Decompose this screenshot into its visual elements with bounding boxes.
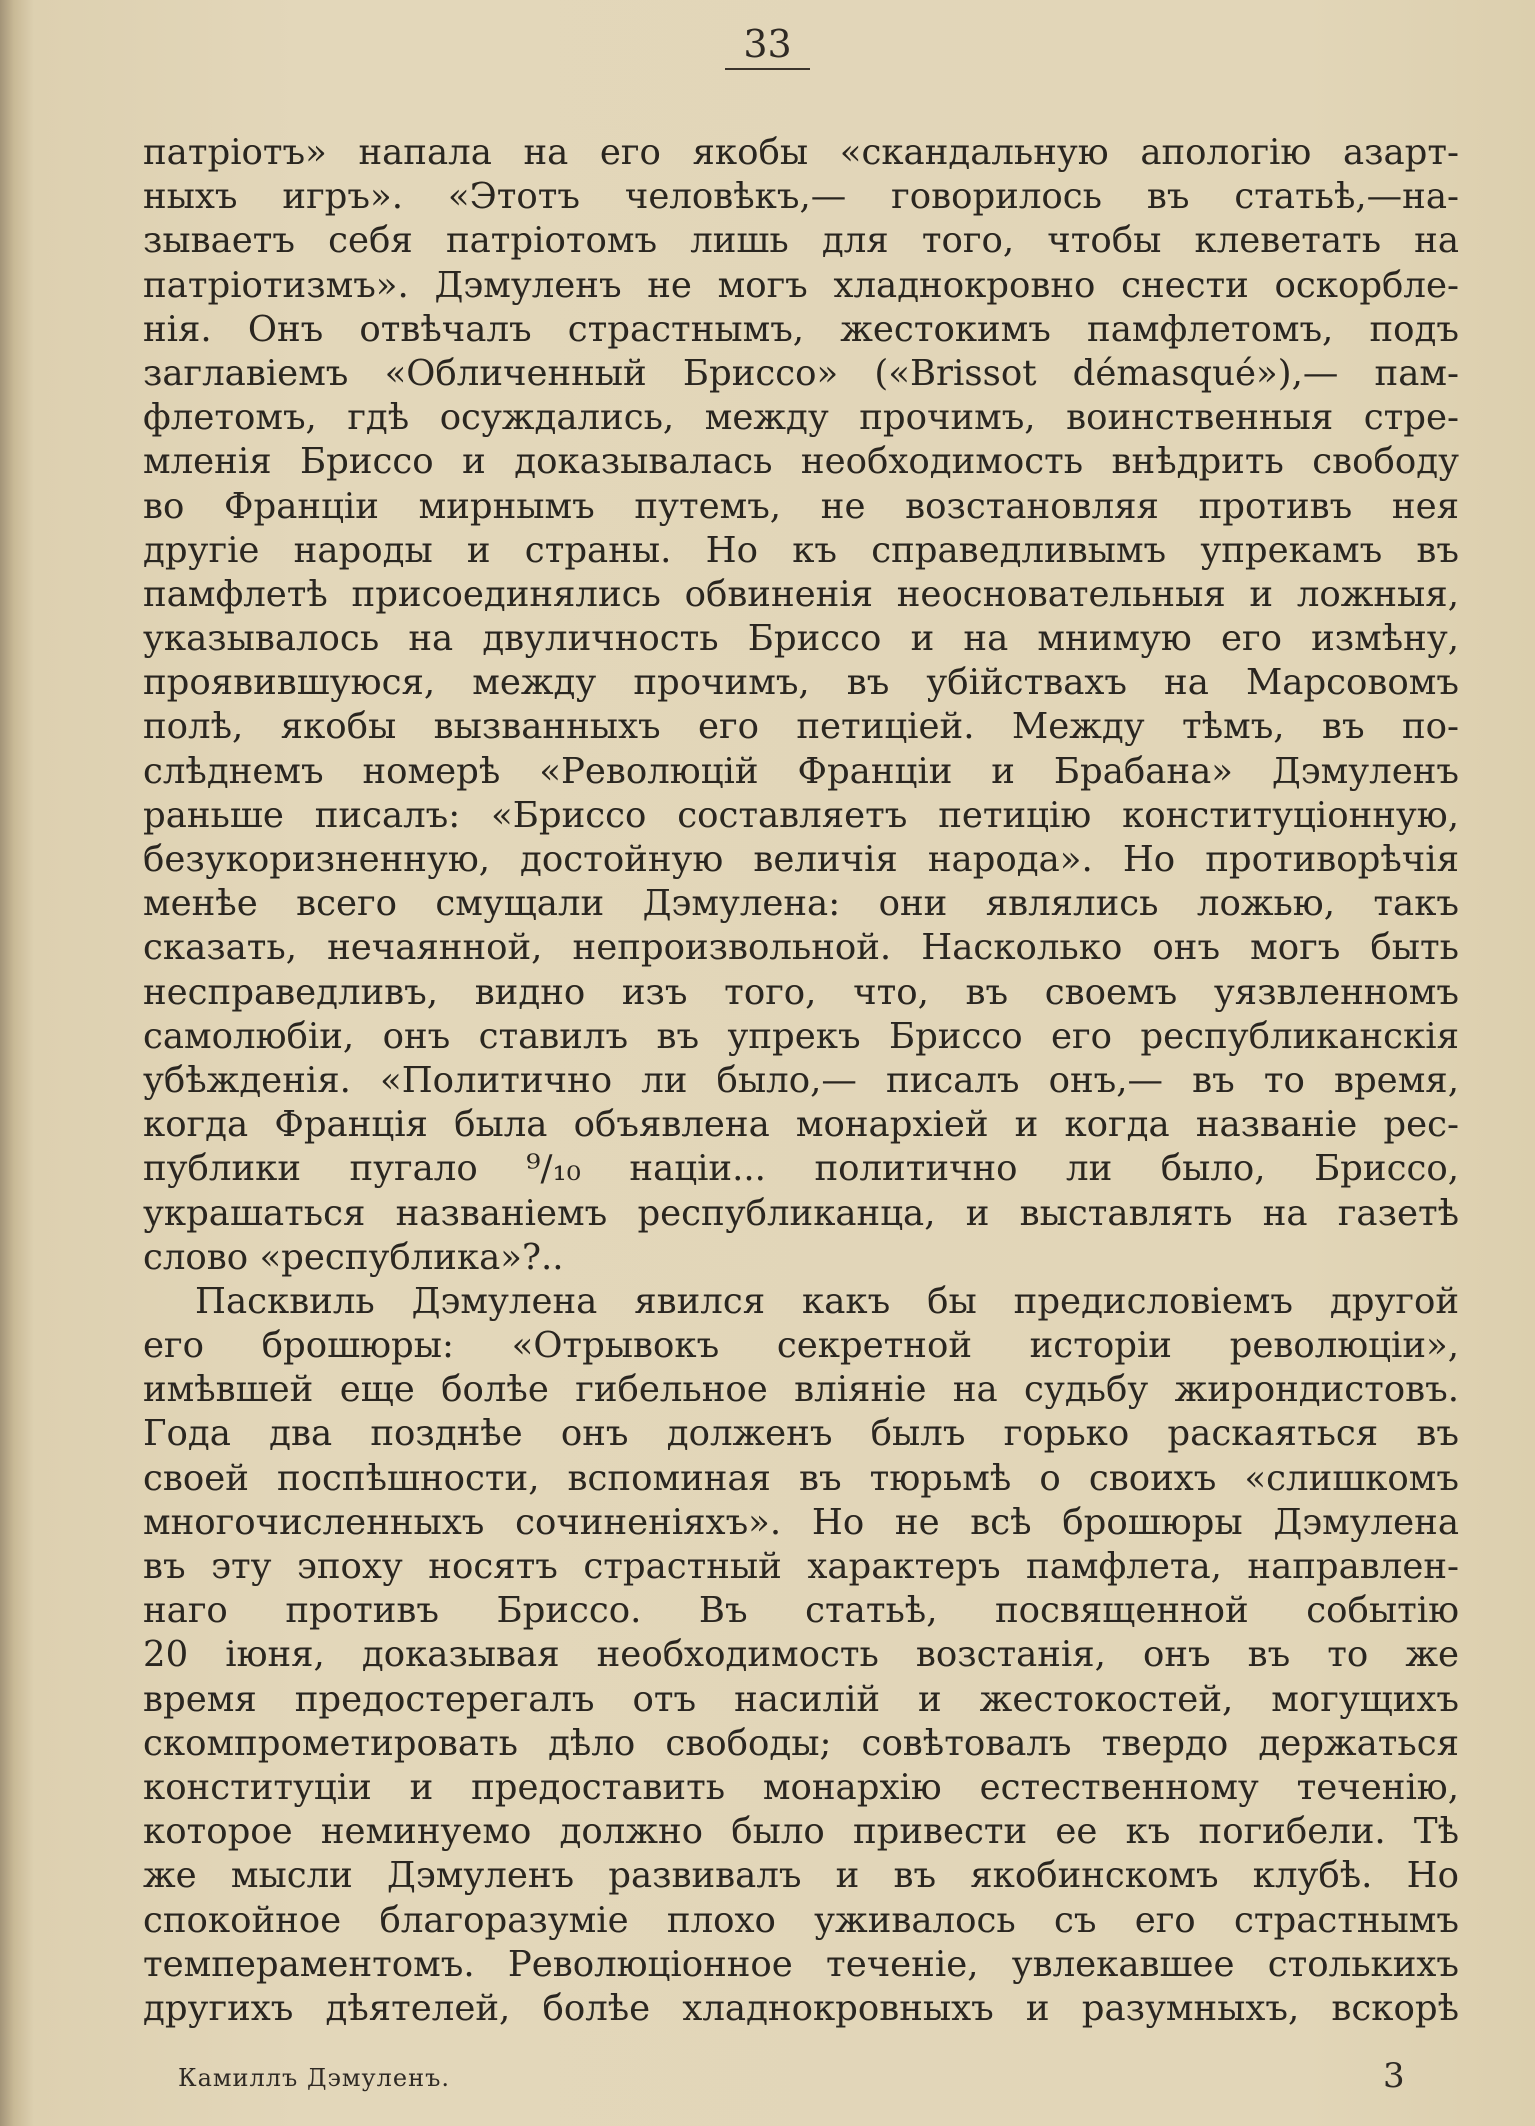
- text-line: Года два позднѣе онъ долженъ былъ горько раскаяться въ: [143, 1413, 1459, 1455]
- text-line: другихъ дѣятелей, болѣе хладнокровныхъ и разумныхъ, вскорѣ: [143, 1987, 1459, 2029]
- signature-number: 3: [1383, 2056, 1405, 2096]
- text-line: публики пугало ⁹/₁₀ націи... политично ли было, Бриссо,: [143, 1148, 1459, 1190]
- text-line: менѣе всего смущали Дэмулена: они являлись ложью, такъ: [143, 883, 1459, 925]
- text-line: патріотъ» напала на его якобы «скандальную апологію азарт-: [143, 132, 1459, 173]
- text-line: 20 іюня, доказывая необходимость возстанія, онъ въ то же: [143, 1634, 1459, 1676]
- text-line: украшаться названіемъ республиканца, и выставлять на газетѣ: [143, 1192, 1459, 1234]
- text-line: въ эту эпоху носятъ страстный характеръ памфлета, направлен-: [143, 1546, 1459, 1587]
- text-line: слѣднемъ номерѣ «Революцій Франціи и Брабана» Дэмуленъ: [143, 750, 1459, 792]
- text-line: безукоризненную, достойную величія народа». Но противорѣчія: [143, 839, 1459, 880]
- text-line: имѣвшей еще болѣе гибельное вліяніе на судьбу жирондистовъ.: [143, 1369, 1459, 1411]
- text-line: раньше писалъ: «Бриссо составляетъ петицію конституціонную,: [143, 794, 1459, 836]
- text-line: убѣжденія. «Политично ли было,— писалъ онъ,— въ то время,: [143, 1059, 1459, 1101]
- text-line: скомпрометировать дѣло свободы; совѣтовалъ твердо держаться: [143, 1722, 1459, 1764]
- text-line: указывалось на двуличность Бриссо и на мнимую его измѣну,: [143, 618, 1459, 660]
- text-line: конституціи и предоставить монархію естественному теченію,: [143, 1766, 1459, 1808]
- signature-footer: [178, 2056, 1478, 2096]
- text-line: патріотизмъ». Дэмуленъ не могъ хладнокровно снести оскорбле-: [143, 264, 1459, 306]
- text-line: время предостерегалъ отъ насилій и жестокостей, могущихъ: [143, 1678, 1459, 1720]
- text-line: проявившуюся, между прочимъ, въ убійствахъ на Марсовомъ: [143, 662, 1459, 704]
- text-line: своей поспѣшности, вспоминая въ тюрьмѣ о своихъ «слишкомъ: [143, 1457, 1459, 1499]
- text-line: другіе народы и страны. Но къ справедливымъ упрекамъ въ: [143, 529, 1459, 571]
- text-line: его брошюры: «Отрывокъ секретной исторіи революціи»,: [143, 1325, 1459, 1367]
- text-line: темпераментомъ. Революціонное теченіе, увлекавшее столькихъ: [143, 1943, 1459, 1985]
- text-line: памфлетѣ присоединялись обвиненія неосновательныя и ложныя,: [143, 573, 1459, 615]
- text-line: когда Франція была объявлена монархіей и когда названіе рес-: [143, 1104, 1459, 1146]
- text-line: сказать, нечаянной, непроизвольной. Насколько онъ могъ быть: [143, 927, 1459, 969]
- text-line: спокойное благоразуміе плохо уживалось съ его страстнымъ: [143, 1899, 1459, 1941]
- text-line: несправедливъ, видно изъ того, что, въ своемъ уязвленномъ: [143, 971, 1459, 1013]
- page-number: 33: [0, 22, 1535, 70]
- text-line: нія. Онъ отвѣчалъ страстнымъ, жестокимъ памфлетомъ, подъ: [143, 308, 1459, 350]
- text-line: во Франціи мирнымъ путемъ, не возстановляя противъ нея: [143, 485, 1459, 527]
- text-line: заглавіемъ «Обличенный Бриссо» («Brissot démasqué»),— пам-: [143, 352, 1459, 394]
- text-line: же мысли Дэмуленъ развивалъ и въ якобинскомъ клубѣ. Но: [143, 1855, 1459, 1897]
- signature-title: Камиллъ Дэмуленъ.: [178, 2064, 451, 2092]
- text-line: самолюбіи, онъ ставилъ въ упрекъ Бриссо его республиканскія: [143, 1015, 1459, 1057]
- text-line: Пасквиль Дэмулена явился какъ бы предисловіемъ другой: [195, 1280, 1459, 1322]
- text-line: ныхъ игръ». «Этотъ человѣкъ,— говорилось въ статьѣ,—на-: [143, 176, 1459, 218]
- text-line: мленія Бриссо и доказывалась необходимость внѣдрить свободу: [143, 441, 1459, 483]
- text-line: наго противъ Бриссо. Въ статьѣ, посвященной событію: [143, 1590, 1459, 1632]
- text-line: флетомъ, гдѣ осуждались, между прочимъ, воинственныя стре-: [143, 397, 1459, 439]
- text-line: слово «республика»?..: [143, 1236, 564, 1278]
- text-line: зываетъ себя патріотомъ лишь для того, чтобы клеветать на: [143, 220, 1459, 262]
- body-text: [143, 131, 1459, 2031]
- text-line: многочисленныхъ сочиненіяхъ». Но не всѣ брошюры Дэмулена: [143, 1501, 1459, 1543]
- text-line: полѣ, якобы вызванныхъ его петиціей. Между тѣмъ, въ по-: [143, 706, 1459, 748]
- text-line: которое неминуемо должно было привести ее къ погибели. Тѣ: [143, 1811, 1459, 1853]
